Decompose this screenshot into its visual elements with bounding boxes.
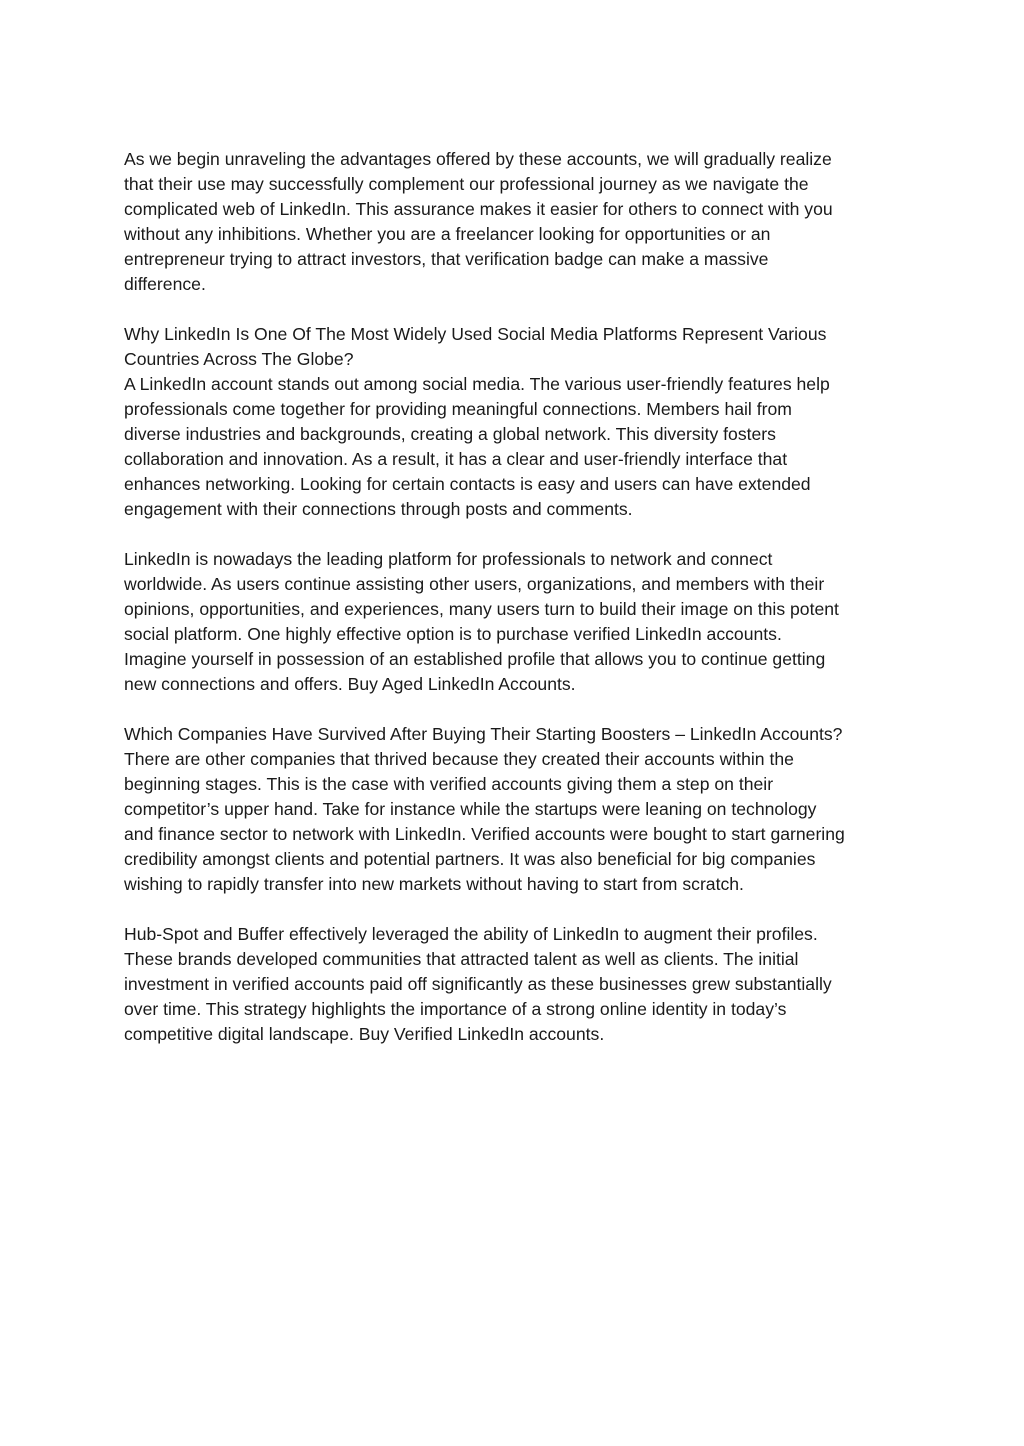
text-line: Imagine yourself in possession of an established profile that allows you to continue getting bbox=[124, 649, 826, 669]
section-heading-line: Countries Across The Globe? bbox=[124, 349, 354, 369]
section-heading-line: Which Companies Have Survived After Buying Their Starting Boosters – LinkedIn Accounts? bbox=[124, 724, 843, 744]
paragraph-why-linkedin bbox=[124, 322, 914, 522]
text-line: that their use may successfully complement our professional journey as we navigate the bbox=[124, 174, 809, 194]
paragraph-spacer bbox=[124, 522, 914, 547]
section-heading-line: Why LinkedIn Is One Of The Most Widely Used Social Media Platforms Represent Various bbox=[124, 324, 827, 344]
text-line: engagement with their connections through posts and comments. bbox=[124, 499, 633, 519]
document-body bbox=[124, 147, 914, 1047]
paragraph-spacer bbox=[124, 697, 914, 722]
text-line: social platform. One highly effective option is to purchase verified LinkedIn accounts. bbox=[124, 624, 782, 644]
text-line: LinkedIn is nowadays the leading platform for professionals to network and connect bbox=[124, 549, 773, 569]
text-line: without any inhibitions. Whether you are a freelancer looking for opportunities or an bbox=[124, 224, 771, 244]
text-line: professionals come together for providing meaningful connections. Members hail from bbox=[124, 399, 792, 419]
text-line: over time. This strategy highlights the importance of a strong online identity in today’s bbox=[124, 999, 787, 1019]
text-line: Hub-Spot and Buffer effectively leveraged the ability of LinkedIn to augment their profiles. bbox=[124, 924, 818, 944]
text-line: There are other companies that thrived because they created their accounts within the bbox=[124, 749, 794, 769]
text-line: difference. bbox=[124, 274, 206, 294]
text-line: diverse industries and backgrounds, creating a global network. This diversity fosters bbox=[124, 424, 776, 444]
text-line: collaboration and innovation. As a result, it has a clear and user-friendly interface that bbox=[124, 449, 788, 469]
paragraph-spacer bbox=[124, 297, 914, 322]
text-line: entrepreneur trying to attract investors, that verification badge can make a massive bbox=[124, 249, 769, 269]
paragraph-advantages bbox=[124, 147, 914, 297]
text-line: These brands developed communities that attracted talent as well as clients. The initial bbox=[124, 949, 799, 969]
text-line: enhances networking. Looking for certain contacts is easy and users can have extended bbox=[124, 474, 811, 494]
text-line: competitive digital landscape. Buy Verified LinkedIn accounts. bbox=[124, 1024, 605, 1044]
text-line: As we begin unraveling the advantages offered by these accounts, we will gradually realize bbox=[124, 149, 832, 169]
text-line: A LinkedIn account stands out among social media. The various user-friendly features help bbox=[124, 374, 830, 394]
text-line: beginning stages. This is the case with verified accounts giving them a step on their bbox=[124, 774, 774, 794]
paragraph-companies bbox=[124, 722, 914, 897]
text-line: worldwide. As users continue assisting other users, organizations, and members with their bbox=[124, 574, 825, 594]
text-line: and finance sector to network with LinkedIn. Verified accounts were bought to start garnering bbox=[124, 824, 845, 844]
paragraph-leading-platform bbox=[124, 547, 914, 697]
text-line: competitor’s upper hand. Take for instance while the startups were leaning on technology bbox=[124, 799, 817, 819]
text-line: complicated web of LinkedIn. This assurance makes it easier for others to connect with you bbox=[124, 199, 833, 219]
text-line: credibility amongst clients and potential partners. It was also beneficial for big companies bbox=[124, 849, 816, 869]
text-line: investment in verified accounts paid off significantly as these businesses grew substantially bbox=[124, 974, 832, 994]
text-line: wishing to rapidly transfer into new markets without having to start from scratch. bbox=[124, 874, 744, 894]
text-line: new connections and offers. Buy Aged LinkedIn Accounts. bbox=[124, 674, 576, 694]
paragraph-spacer bbox=[124, 897, 914, 922]
text-line: opinions, opportunities, and experiences, many users turn to build their image on this potent bbox=[124, 599, 839, 619]
paragraph-hubspot-buffer bbox=[124, 922, 914, 1047]
